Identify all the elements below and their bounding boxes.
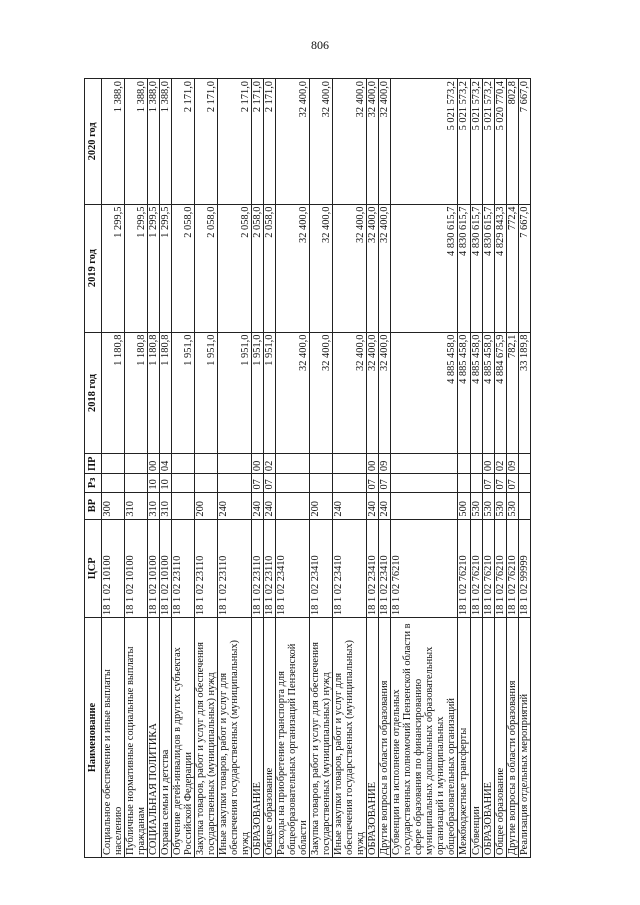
cell-2020: 1 388,0 xyxy=(125,79,148,205)
cell-csr: 18 1 02 10100 xyxy=(160,519,172,617)
cell-rz xyxy=(391,474,458,492)
cell-csr: 18 1 02 10100 xyxy=(125,519,148,617)
cell-name: ОБРАЗОВАНИЕ xyxy=(367,618,379,858)
cell-2019: 4 830 615,7 xyxy=(458,204,470,332)
cell-2018: 1 951,0 xyxy=(264,332,276,454)
cell-name: Субвенции xyxy=(470,618,482,858)
cell-2019: 7 667,0 xyxy=(518,204,530,332)
table-row xyxy=(518,79,530,858)
budget-table xyxy=(84,78,531,858)
table-row xyxy=(310,79,333,858)
cell-name: СОЦИАЛЬНАЯ ПОЛИТИКА xyxy=(148,618,160,858)
cell-2019: 1 299,5 xyxy=(125,204,148,332)
header-csr: ЦСР xyxy=(85,519,102,617)
table-row xyxy=(276,79,310,858)
cell-rz: 10 xyxy=(160,474,172,492)
cell-vr: 530 xyxy=(470,492,482,519)
cell-csr: 18 1 02 23110 xyxy=(252,519,264,617)
table-row xyxy=(172,79,195,858)
cell-name: Расходы на приобретение транспорта для общеобразовательных организаций Пензенской области xyxy=(276,618,310,858)
table-row xyxy=(482,79,494,858)
cell-rz: 07 xyxy=(482,474,494,492)
cell-2019: 2 058,0 xyxy=(218,204,252,332)
cell-2018: 1 951,0 xyxy=(195,332,218,454)
cell-name: Охрана семьи и детства xyxy=(160,618,172,858)
cell-2018: 1 951,0 xyxy=(252,332,264,454)
cell-pr xyxy=(218,454,252,474)
cell-rz xyxy=(470,474,482,492)
cell-csr: 18 1 02 23110 xyxy=(195,519,218,617)
cell-pr: 09 xyxy=(379,454,391,474)
cell-2018: 4 884 675,9 xyxy=(494,332,506,454)
cell-name: Другие вопросы в области образования xyxy=(379,618,391,858)
cell-vr xyxy=(172,492,195,519)
cell-2018: 1 180,8 xyxy=(160,332,172,454)
cell-vr xyxy=(276,492,310,519)
table-row xyxy=(470,79,482,858)
cell-csr: 18 1 02 23410 xyxy=(333,519,367,617)
cell-pr: 02 xyxy=(494,454,506,474)
cell-csr: 18 1 02 76210 xyxy=(470,519,482,617)
table-row xyxy=(458,79,470,858)
cell-rz: 07 xyxy=(252,474,264,492)
cell-rz xyxy=(518,474,530,492)
cell-2019: 32 400,0 xyxy=(276,204,310,332)
cell-csr: 18 1 02 76210 xyxy=(391,519,458,617)
cell-2018: 32 400,0 xyxy=(333,332,367,454)
cell-vr: 500 xyxy=(458,492,470,519)
cell-csr: 18 1 02 23110 xyxy=(264,519,276,617)
cell-pr: 00 xyxy=(148,454,160,474)
cell-csr: 18 1 02 10100 xyxy=(148,519,160,617)
cell-pr xyxy=(195,454,218,474)
cell-2020: 5 021 573,2 xyxy=(482,79,494,205)
cell-2020: 32 400,0 xyxy=(333,79,367,205)
cell-csr: 18 1 02 99999 xyxy=(518,519,530,617)
cell-2018: 32 400,0 xyxy=(379,332,391,454)
cell-pr xyxy=(102,454,125,474)
cell-pr xyxy=(470,454,482,474)
cell-vr: 240 xyxy=(333,492,367,519)
cell-pr: 04 xyxy=(160,454,172,474)
cell-2018: 1 180,8 xyxy=(148,332,160,454)
cell-rz: 07 xyxy=(264,474,276,492)
table-row xyxy=(333,79,367,858)
cell-rz xyxy=(458,474,470,492)
cell-name: Другие вопросы в области образования xyxy=(506,618,518,858)
cell-vr: 530 xyxy=(482,492,494,519)
cell-2019: 32 400,0 xyxy=(333,204,367,332)
cell-name: Закупка товаров, работ и услуг для обеспечения государственных (муниципальных) нужд xyxy=(195,618,218,858)
cell-2019: 772,4 xyxy=(506,204,518,332)
cell-2018: 4 885 458,0 xyxy=(391,332,458,454)
cell-pr xyxy=(310,454,333,474)
cell-pr: 00 xyxy=(367,454,379,474)
table-row xyxy=(379,79,391,858)
header-2018: 2018 год xyxy=(85,332,102,454)
cell-2020: 32 400,0 xyxy=(379,79,391,205)
cell-pr: 02 xyxy=(264,454,276,474)
cell-name: Публичные нормативные социальные выплаты гражданам xyxy=(125,618,148,858)
cell-name: ОБРАЗОВАНИЕ xyxy=(482,618,494,858)
cell-2020: 5 021 573,2 xyxy=(458,79,470,205)
cell-2019: 1 299,5 xyxy=(160,204,172,332)
table-row xyxy=(125,79,148,858)
cell-pr: 09 xyxy=(506,454,518,474)
cell-2019: 2 058,0 xyxy=(252,204,264,332)
cell-vr: 300 xyxy=(102,492,125,519)
cell-name: Иные закупки товаров, работ и услуг для обеспечения государственных (муниципальных) нужд xyxy=(333,618,367,858)
cell-2020: 32 400,0 xyxy=(310,79,333,205)
cell-pr xyxy=(333,454,367,474)
cell-pr xyxy=(125,454,148,474)
cell-2019: 32 400,0 xyxy=(310,204,333,332)
cell-vr: 240 xyxy=(264,492,276,519)
header-2019: 2019 год xyxy=(85,204,102,332)
cell-rz xyxy=(125,474,148,492)
cell-2020: 5 021 573,2 xyxy=(391,79,458,205)
rotated-table-container xyxy=(84,78,574,858)
cell-name: Субвенции на исполнение отдельных государственных полномочий Пензенской области в сфере образования по финансированию муниципальных дошкольных образовательных организаций и муниципальных общеобразовательных организаций xyxy=(391,618,458,858)
cell-rz: 07 xyxy=(379,474,391,492)
cell-2019: 4 830 615,7 xyxy=(470,204,482,332)
cell-vr: 240 xyxy=(218,492,252,519)
cell-vr: 310 xyxy=(125,492,148,519)
cell-rz xyxy=(172,474,195,492)
cell-vr: 200 xyxy=(195,492,218,519)
header-name: Наименование xyxy=(85,618,102,858)
cell-2018: 33 189,8 xyxy=(518,332,530,454)
cell-rz: 10 xyxy=(148,474,160,492)
page-number: 806 xyxy=(311,38,329,52)
cell-name: Общее образование xyxy=(494,618,506,858)
cell-2020: 32 400,0 xyxy=(276,79,310,205)
cell-2019: 2 058,0 xyxy=(172,204,195,332)
cell-vr: 240 xyxy=(379,492,391,519)
cell-2020: 2 171,0 xyxy=(218,79,252,205)
header-vr: ВР xyxy=(85,492,102,519)
cell-rz xyxy=(333,474,367,492)
cell-csr: 18 1 02 23410 xyxy=(310,519,333,617)
cell-2019: 4 830 615,7 xyxy=(482,204,494,332)
cell-2019: 4 830 615,7 xyxy=(391,204,458,332)
table-row xyxy=(102,79,125,858)
cell-csr: 18 1 02 10100 xyxy=(102,519,125,617)
cell-2019: 32 400,0 xyxy=(367,204,379,332)
cell-2018: 1 951,0 xyxy=(218,332,252,454)
cell-rz xyxy=(195,474,218,492)
table-header-row xyxy=(85,79,102,858)
table-row xyxy=(252,79,264,858)
cell-pr xyxy=(391,454,458,474)
cell-name: Реализация отдельных мероприятий xyxy=(518,618,530,858)
cell-vr: 200 xyxy=(310,492,333,519)
table-row xyxy=(264,79,276,858)
cell-rz: 07 xyxy=(494,474,506,492)
cell-rz xyxy=(102,474,125,492)
cell-pr xyxy=(172,454,195,474)
table-row xyxy=(367,79,379,858)
cell-2019: 2 058,0 xyxy=(195,204,218,332)
header-rz: Рз xyxy=(85,474,102,492)
cell-rz: 07 xyxy=(367,474,379,492)
cell-2020: 802,8 xyxy=(506,79,518,205)
cell-name: Иные закупки товаров, работ и услуг для обеспечения государственных (муниципальных) нужд xyxy=(218,618,252,858)
cell-2020: 1 388,0 xyxy=(102,79,125,205)
table-row xyxy=(218,79,252,858)
cell-csr: 18 1 02 23410 xyxy=(276,519,310,617)
cell-2020: 7 667,0 xyxy=(518,79,530,205)
cell-pr: 00 xyxy=(482,454,494,474)
cell-rz xyxy=(218,474,252,492)
cell-name: Межбюджетные трансферты xyxy=(458,618,470,858)
table-row xyxy=(160,79,172,858)
table-row xyxy=(195,79,218,858)
cell-2020: 5 020 770,4 xyxy=(494,79,506,205)
cell-csr: 18 1 02 76210 xyxy=(482,519,494,617)
cell-2020: 2 171,0 xyxy=(195,79,218,205)
cell-2018: 4 885 458,0 xyxy=(458,332,470,454)
table-row xyxy=(391,79,458,858)
cell-2020: 1 388,0 xyxy=(160,79,172,205)
cell-pr xyxy=(458,454,470,474)
cell-2018: 32 400,0 xyxy=(367,332,379,454)
cell-pr xyxy=(276,454,310,474)
cell-2018: 4 885 458,0 xyxy=(482,332,494,454)
cell-csr: 18 1 02 23110 xyxy=(218,519,252,617)
cell-2018: 4 885 458,0 xyxy=(470,332,482,454)
cell-2018: 782,1 xyxy=(506,332,518,454)
cell-csr: 18 1 02 76210 xyxy=(458,519,470,617)
cell-2018: 1 951,0 xyxy=(172,332,195,454)
cell-csr: 18 1 02 76210 xyxy=(506,519,518,617)
cell-rz: 07 xyxy=(506,474,518,492)
cell-csr: 18 1 02 23410 xyxy=(379,519,391,617)
cell-csr: 18 1 02 23410 xyxy=(367,519,379,617)
header-2020: 2020 год xyxy=(85,79,102,205)
cell-vr: 310 xyxy=(160,492,172,519)
cell-2019: 1 299,5 xyxy=(102,204,125,332)
table-row xyxy=(506,79,518,858)
cell-csr: 18 1 02 76210 xyxy=(494,519,506,617)
cell-rz xyxy=(310,474,333,492)
table-body xyxy=(102,79,531,858)
cell-pr xyxy=(518,454,530,474)
cell-vr: 240 xyxy=(367,492,379,519)
cell-vr: 530 xyxy=(506,492,518,519)
cell-name: ОБРАЗОВАНИЕ xyxy=(252,618,264,858)
cell-2019: 32 400,0 xyxy=(379,204,391,332)
table-row xyxy=(148,79,160,858)
cell-name: Общее образование xyxy=(264,618,276,858)
cell-name: Закупка товаров, работ и услуг для обеспечения государственных (муниципальных) нужд xyxy=(310,618,333,858)
cell-2020: 2 171,0 xyxy=(172,79,195,205)
cell-name: Обучение детей-инвалидов в других субъектах Российской Федерации xyxy=(172,618,195,858)
cell-vr: 310 xyxy=(148,492,160,519)
cell-name: Социальное обеспечение и иные выплаты населению xyxy=(102,618,125,858)
cell-2018: 1 180,8 xyxy=(125,332,148,454)
cell-2020: 2 171,0 xyxy=(264,79,276,205)
cell-vr xyxy=(391,492,458,519)
cell-2018: 32 400,0 xyxy=(310,332,333,454)
cell-2020: 5 021 573,2 xyxy=(470,79,482,205)
cell-2019: 1 299,5 xyxy=(148,204,160,332)
cell-2019: 4 829 843,3 xyxy=(494,204,506,332)
cell-rz xyxy=(276,474,310,492)
cell-2020: 1 388,0 xyxy=(148,79,160,205)
cell-csr: 18 1 02 23110 xyxy=(172,519,195,617)
cell-vr: 240 xyxy=(252,492,264,519)
cell-2018: 1 180,8 xyxy=(102,332,125,454)
cell-vr: 530 xyxy=(494,492,506,519)
cell-pr: 00 xyxy=(252,454,264,474)
cell-2020: 32 400,0 xyxy=(367,79,379,205)
cell-2019: 2 058,0 xyxy=(264,204,276,332)
cell-vr xyxy=(518,492,530,519)
table-row xyxy=(494,79,506,858)
header-pr: ПР xyxy=(85,454,102,474)
cell-2020: 2 171,0 xyxy=(252,79,264,205)
cell-2018: 32 400,0 xyxy=(276,332,310,454)
